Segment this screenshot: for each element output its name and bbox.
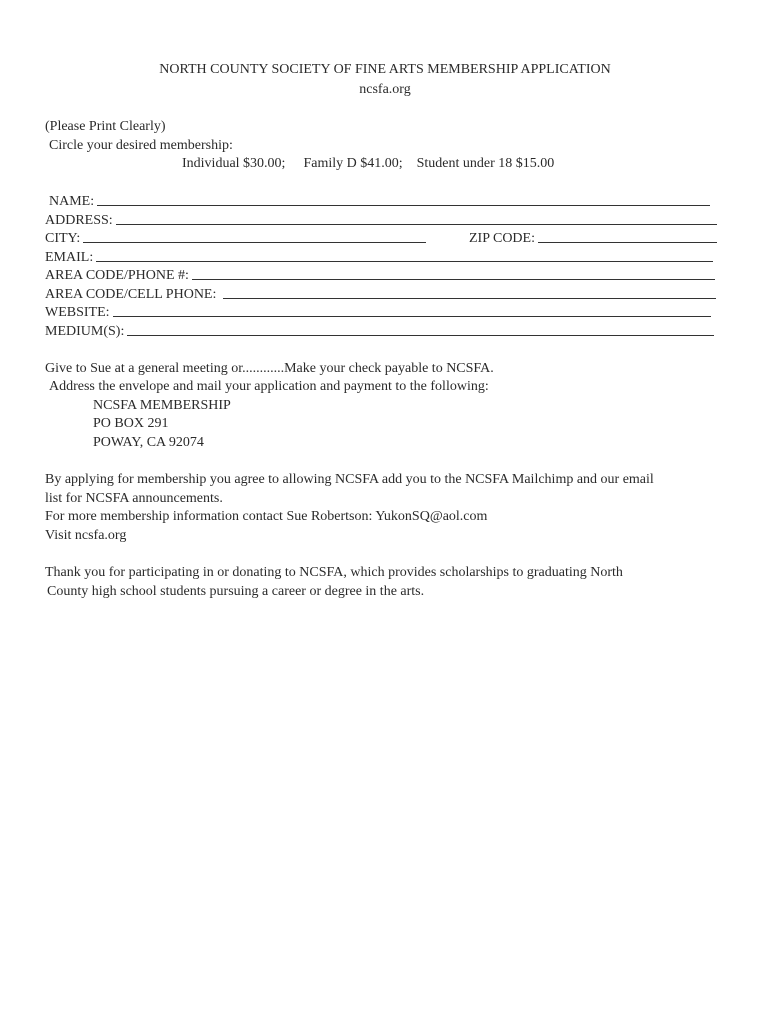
membership-option-student[interactable]: Student under 18 $15.00 (416, 156, 555, 171)
payment-instruction: Give to Sue at a general meeting or............Make your check payable to NCSFA. (45, 361, 494, 376)
visit-website: Visit ncsfa.org (45, 528, 127, 543)
website-label: WEBSITE: (45, 305, 110, 320)
mailing-address-line-3: POWAY, CA 92074 (93, 435, 204, 450)
zip-code-input-line[interactable] (538, 230, 717, 243)
membership-option-family[interactable]: Family D $41.00; (303, 156, 403, 171)
zip-code-field[interactable] (469, 229, 717, 247)
cell-phone-field[interactable] (45, 285, 716, 303)
thanks-text-line-2: County high school students pursuing a career or degree in the arts. (47, 584, 425, 599)
agreement-text-line-1: By applying for membership you agree to allowing NCSFA add you to the NCSFA Mailchimp and our email (45, 472, 654, 487)
website-field[interactable] (45, 303, 711, 321)
address-label: ADDRESS: (45, 213, 113, 228)
mailing-address-line-2: PO BOX 291 (93, 416, 169, 431)
thanks-text-line-1: Thank you for participating in or donating to NCSFA, which provides scholarships to graduating North (45, 565, 623, 580)
email-input-line[interactable] (96, 249, 713, 262)
address-input-line[interactable] (116, 212, 717, 225)
print-clearly-note: (Please Print Clearly) (45, 119, 166, 134)
medium-label: MEDIUM(S): (45, 324, 125, 339)
membership-options (182, 155, 554, 173)
city-field[interactable] (45, 229, 426, 247)
contact-info: For more membership information contact Sue Robertson: YukonSQ@aol.com (45, 509, 488, 524)
zip-code-label: ZIP CODE: (469, 231, 535, 246)
agreement-text-line-2: list for NCSFA announcements. (45, 491, 223, 506)
mailing-address-line-1: NCSFA MEMBERSHIP (93, 398, 231, 413)
city-label: CITY: (45, 231, 81, 246)
email-field[interactable] (45, 248, 713, 266)
medium-input-line[interactable] (127, 323, 714, 336)
cell-phone-label: AREA CODE/CELL PHONE: (45, 287, 217, 302)
website-input-line[interactable] (113, 304, 711, 317)
name-input-line[interactable] (97, 193, 710, 206)
name-field[interactable] (49, 192, 710, 210)
city-input-line[interactable] (83, 230, 426, 243)
document-title: NORTH COUNTY SOCIETY OF FINE ARTS MEMBERSHIP APPLICATION (159, 62, 611, 77)
phone-input-line[interactable] (192, 267, 715, 280)
phone-label: AREA CODE/PHONE #: (45, 268, 189, 283)
medium-field[interactable] (45, 322, 714, 340)
email-label: EMAIL: (45, 250, 94, 265)
document-website: ncsfa.org (359, 82, 411, 97)
phone-field[interactable] (45, 266, 715, 284)
name-label: NAME: (49, 194, 95, 209)
mailing-instruction: Address the envelope and mail your application and payment to the following: (49, 379, 489, 394)
membership-option-individual[interactable]: Individual $30.00; (182, 156, 286, 171)
circle-membership-note: Circle your desired membership: (49, 138, 233, 153)
cell-phone-input-line[interactable] (223, 286, 716, 299)
address-field[interactable] (45, 211, 717, 229)
